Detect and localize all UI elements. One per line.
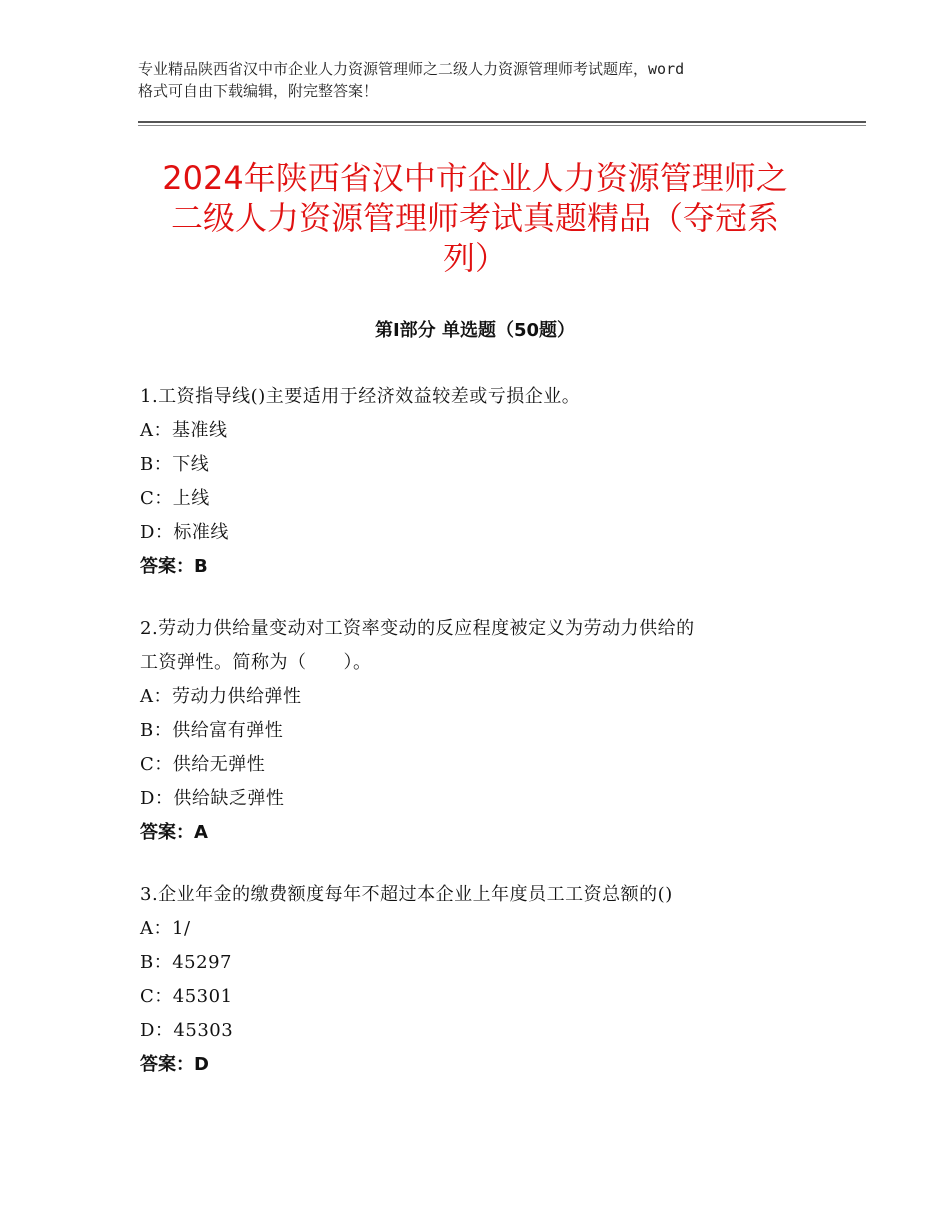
option-b: B：45297 (140, 952, 232, 973)
option-d: D：标准线 (140, 522, 229, 543)
header-divider-thin (138, 125, 866, 126)
document-title-line-1: 2024年陕西省汉中市企业人力资源管理师之 (162, 159, 788, 197)
document-title (130, 158, 820, 278)
option-a: A：基准线 (140, 420, 228, 441)
question-2 (140, 612, 820, 850)
answer: 答案：A (140, 822, 208, 843)
question-stem: 1.工资指导线()主要适用于经济效益较差或亏损企业。 (140, 386, 581, 407)
option-c: C：上线 (140, 488, 210, 509)
question-1 (140, 380, 820, 584)
section-heading: 第Ⅰ部分 单选题（50题） (374, 320, 575, 341)
document-title-line-3: 列） (442, 239, 507, 277)
option-c: C：供给无弹性 (140, 754, 266, 775)
question-stem: 2.劳动力供给量变动对工资率变动的反应程度被定义为劳动力供给的 (140, 618, 695, 639)
question-stem: 3.企业年金的缴费额度每年不超过本企业上年度员工工资总额的() (140, 884, 673, 905)
option-c: C：45301 (140, 986, 233, 1007)
option-a: A：1/ (140, 918, 191, 939)
answer: 答案：B (140, 556, 208, 577)
question-3 (140, 878, 820, 1082)
header-note-line-1: 专业精品陕西省汉中市企业人力资源管理师之二级人力资源管理师考试题库，word (138, 60, 685, 78)
header-note-line-2: 格式可自由下载编辑，附完整答案！ (138, 82, 379, 100)
option-a: A：劳动力供给弹性 (140, 686, 302, 707)
question-list (140, 380, 820, 1110)
question-stem-continued: 工资弹性。简称为（ ）。 (140, 652, 372, 673)
option-d: D：供给缺乏弹性 (140, 788, 285, 809)
header-note (138, 58, 828, 102)
option-b: B：下线 (140, 454, 210, 475)
document-title-line-2: 二级人力资源管理师考试真题精品（夺冠系 (170, 199, 779, 237)
option-b: B：供给富有弹性 (140, 720, 284, 741)
option-d: D：45303 (140, 1020, 234, 1041)
answer: 答案：D (140, 1054, 209, 1075)
header-divider-thick (138, 121, 866, 123)
